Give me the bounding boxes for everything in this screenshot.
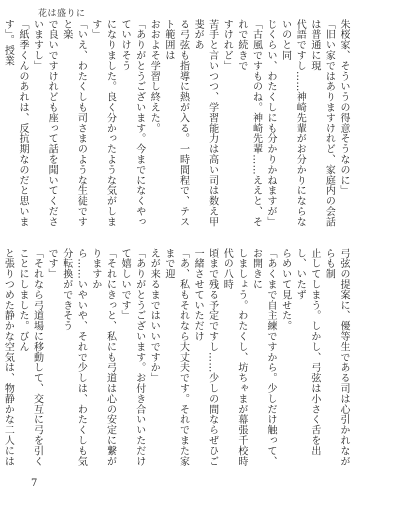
text-line: おおよそ学習し終えた。 [148, 19, 160, 134]
text-line: 止してしまう。しかし、弓弦は小さく舌を出し、いたず [294, 248, 320, 456]
text-line: ら……いやいや、それで少しは、わたくしも気分転換ができそう [60, 248, 87, 467]
running-head: 花は盛りに [38, 9, 86, 19]
text-line: 弓弦の提案に、優等生である司は心引かれながらも制 [323, 248, 349, 467]
text-line: 「古風ですものね。神崎先輩……ええと、それで続きで [235, 19, 262, 227]
text-line: 「いえ、わたくしも司さまのような生徒ですと楽 [60, 19, 87, 227]
text-line: です」 [46, 248, 58, 280]
text-line: と張りつめた静かな空気は、物静かな二人には [2, 248, 14, 467]
text-line: らめいて見せた。 [279, 248, 291, 332]
text-line: 朱桜家、そういうの得意そうなのに」 [338, 19, 349, 196]
text-line: じくらい、わたくしにも分かりかねますが」 [265, 19, 277, 227]
text-line: 「それにきっと、私にも弓道は心の安定に繋がりますか [89, 248, 116, 467]
text-line: 「ありがとうございます。お付き合いいただけて嬉しいです」 [119, 248, 145, 467]
text-line: 苦手と言いつつ、学習能力は高い司は数え甲斐があ [192, 19, 218, 227]
text-line: になりました。良く分かったような気がします」 [89, 19, 116, 227]
text-line: る弓弦も指導に熱が入る。一時間程で、テスト範囲は [162, 19, 189, 227]
text-line: 「あくまで自主練ですから。少しだけ触って、お開きに [250, 248, 277, 467]
text-line: すけれど」 [221, 19, 233, 71]
upper-text-block [2, 19, 350, 237]
text-line: しましょう。わたくし、坊ちゃまが幕張千校時代の八時 [221, 248, 247, 467]
text-line: 頃まで残る予定ですし……少しの間ならぜひご一緒させていただけ [192, 248, 218, 467]
text-line: 「旧い家ではありますけれど、家庭内の会話は普通に現 [308, 19, 335, 227]
text-line: 「それなら弓道場に移動して、交互に弓を引くことにしました。びん [16, 248, 43, 467]
text-line: 代語ですし……神崎先輩がお分かりにならないのと同 [279, 19, 306, 227]
text-line: で良いですけれども座って話を聞いてくださいますし」 [31, 19, 58, 227]
text-line: 「あ、私もそれなら大丈夫です。それでまた家まで迎 [162, 248, 189, 467]
text-line: えが来るまではいいですか」 [148, 248, 160, 384]
text-line: 「紙季くんのあれは、反抗期なのだと思います」。授業 [2, 19, 28, 227]
text-line: 「ありがとうございます。今までになくやっていけそう [119, 19, 145, 227]
page-number: 7 [31, 478, 38, 489]
lower-text-block [2, 248, 350, 470]
